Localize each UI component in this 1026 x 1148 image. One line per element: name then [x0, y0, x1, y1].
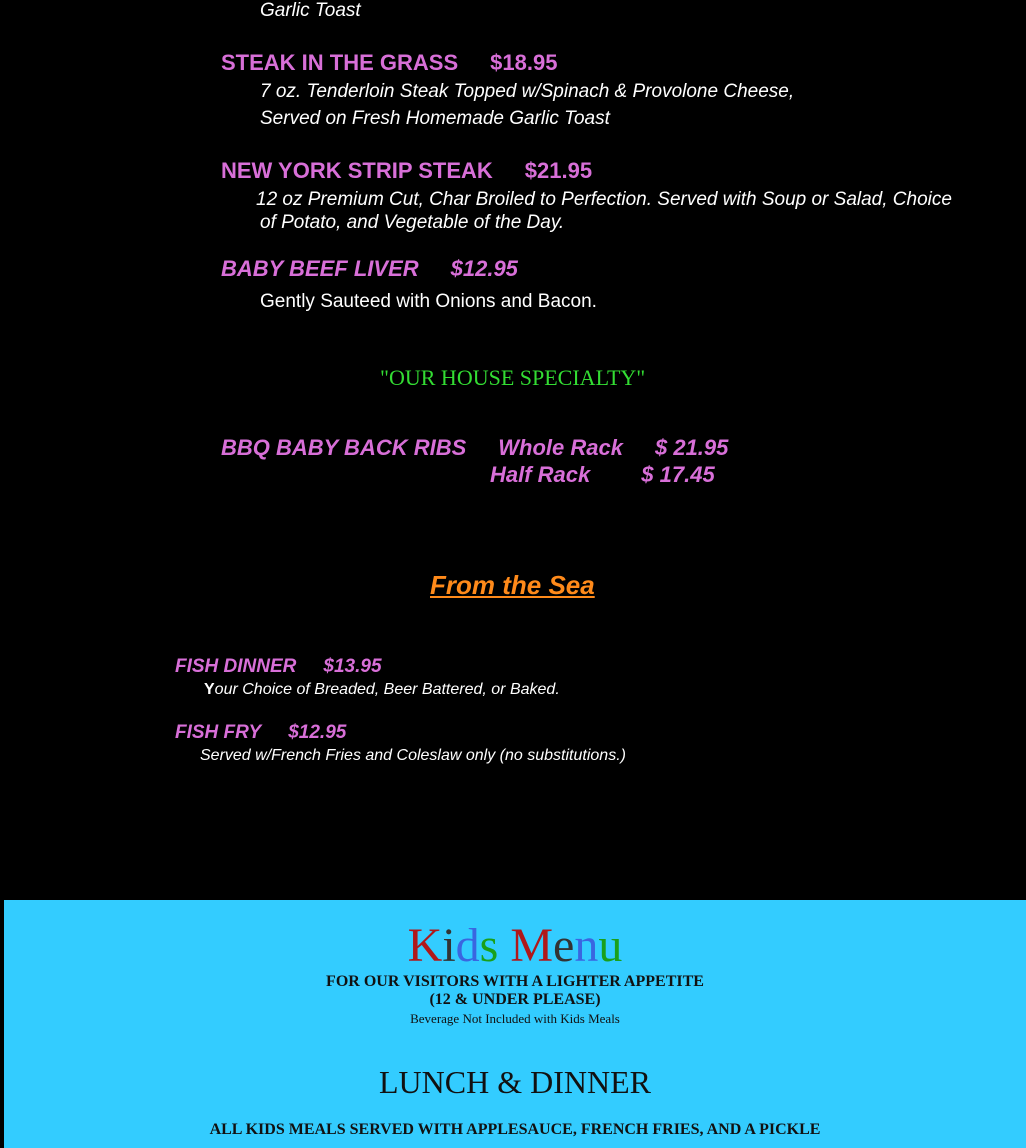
ribs-half-price: $ 17.45	[641, 462, 715, 487]
sea-heading: From the Sea	[430, 570, 595, 600]
kids-beverage-note: Beverage Not Included with Kids Meals	[410, 1011, 620, 1026]
ribs-half-label: Half Rack	[490, 462, 591, 487]
menu-item-price: $12.95	[450, 256, 518, 281]
sea-item-title	[175, 722, 346, 744]
menu-item-title	[221, 50, 557, 76]
sea-item-desc-rest: our Choice of Breaded, Beer Battered, or Baked.	[214, 681, 560, 698]
menu-item-price: $18.95	[490, 50, 558, 75]
sea-item-desc	[204, 681, 560, 699]
menu-item-desc: of Potato, and Vegetable of the Day.	[260, 212, 565, 233]
menu-item-desc: Served on Fresh Homemade Garlic Toast	[260, 108, 610, 129]
kids-menu-title	[4, 918, 1026, 973]
kids-title-letter: d	[455, 919, 480, 972]
prev-item-desc: Garlic Toast	[260, 0, 361, 21]
kids-menu-panel	[4, 900, 1026, 1148]
kids-meals-note: ALL KIDS MEALS SERVED WITH APPLESAUCE, FRENCH FRIES, AND A PICKLE	[209, 1121, 821, 1138]
sea-item-desc-initial: Y	[204, 681, 215, 698]
ribs-whole-price: $ 21.95	[654, 435, 729, 460]
lunch-dinner-heading: LUNCH & DINNER	[379, 1064, 651, 1100]
sea-item-price: $12.95	[288, 722, 347, 743]
ribs-half	[490, 462, 715, 488]
menu-item-title	[221, 158, 592, 184]
ribs-whole-label: Whole Rack	[498, 435, 623, 460]
menu-item-desc: 7 oz. Tenderloin Steak Topped w/Spinach & Provolone Cheese,	[260, 81, 795, 102]
menu-item-desc: Gently Sauteed with Onions and Bacon.	[260, 291, 597, 312]
sea-item-price: $13.95	[323, 656, 382, 677]
kids-title-letter: u	[598, 919, 623, 972]
menu-item-desc: 12 oz Premium Cut, Char Broiled to Perfection. Served with Soup or Salad, Choice	[256, 189, 952, 210]
menu-item-title	[221, 256, 518, 282]
sea-item-desc: Served w/French Fries and Coleslaw only (no substitutions.)	[200, 747, 626, 764]
house-specialty-heading: "OUR HOUSE SPECIALTY"	[380, 365, 646, 390]
kids-title-letter	[498, 919, 510, 972]
menu-item-name: BABY BEEF LIVER	[221, 256, 419, 281]
menu-item-name: STEAK IN THE GRASS	[221, 50, 459, 75]
ribs-name: BBQ BABY BACK RIBS	[221, 435, 467, 460]
ribs-title	[221, 435, 728, 461]
kids-title-letter: s	[479, 919, 499, 972]
kids-age-note: (12 & UNDER PLEASE)	[429, 991, 601, 1008]
sea-item-name: FISH DINNER	[175, 656, 297, 677]
sea-item-title	[175, 656, 382, 678]
menu-item-price: $21.95	[524, 158, 593, 183]
kids-title-letter: M	[510, 919, 554, 972]
sea-item-name: FISH FRY	[175, 722, 262, 743]
kids-title-letter: i	[442, 919, 456, 972]
kids-title-letter: n	[574, 919, 599, 972]
kids-subtitle: FOR OUR VISITORS WITH A LIGHTER APPETITE	[326, 973, 704, 990]
kids-title-letter: e	[553, 919, 575, 972]
menu-item-name: NEW YORK STRIP STEAK	[221, 158, 493, 183]
kids-title-letter: K	[407, 919, 443, 972]
